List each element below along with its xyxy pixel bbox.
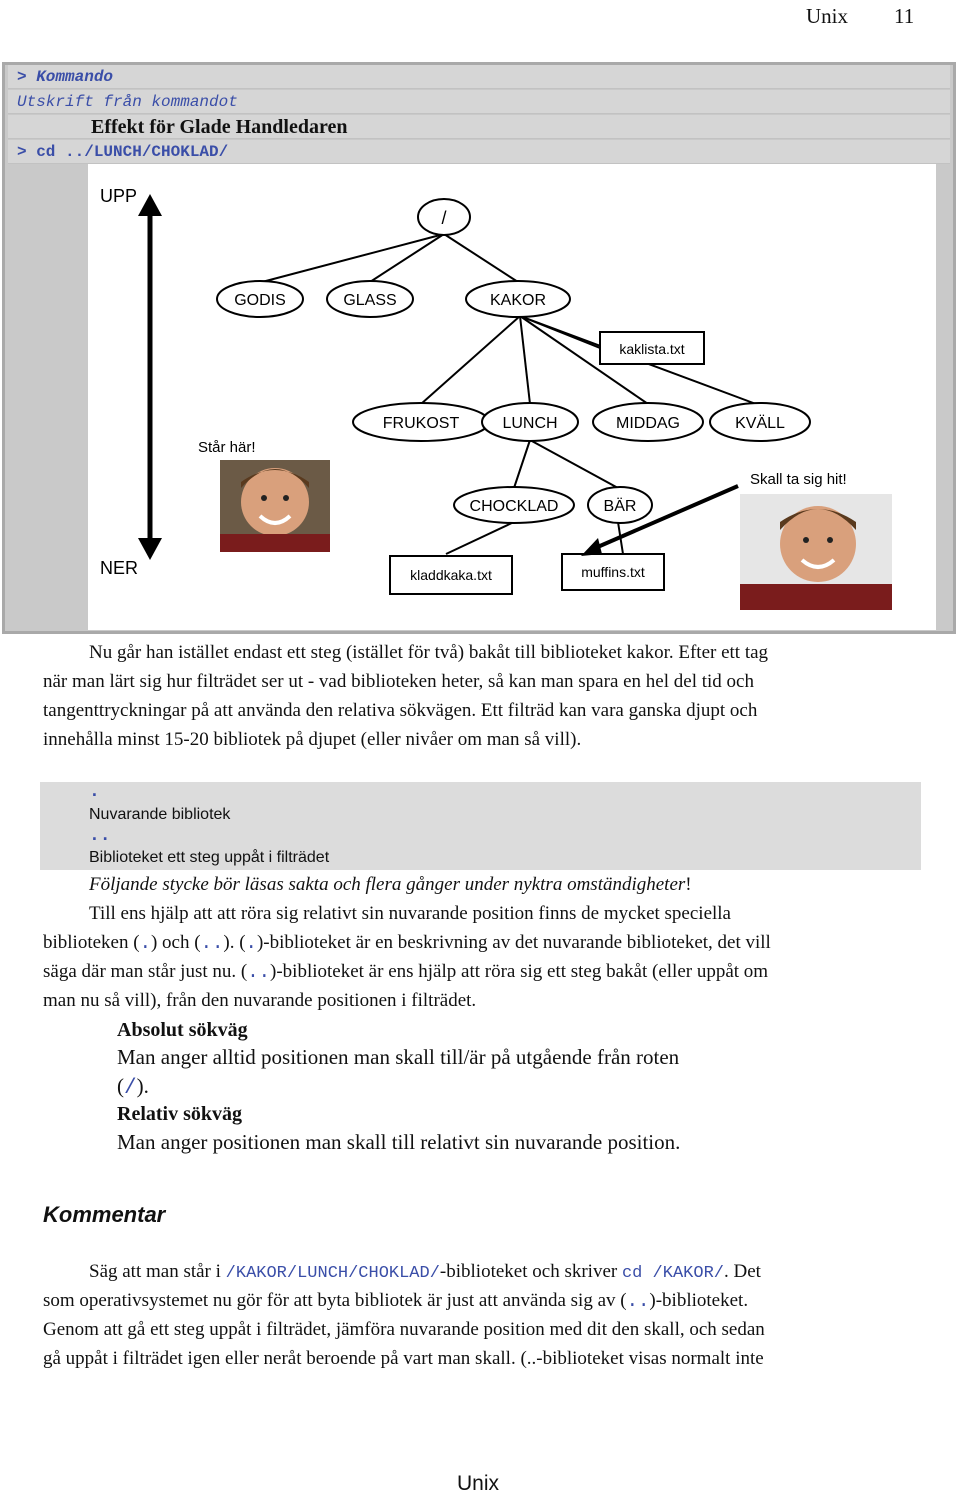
page-number: 11 <box>894 4 915 28</box>
node-middag-label: MIDDAG <box>616 415 680 432</box>
paragraph-line: som operativsystemet nu gör för att byta bibliotek är just att använda sig av (..)-biblioteket. <box>43 1290 749 1312</box>
dot-symbol: . <box>89 782 100 802</box>
node-godis-label: GODIS <box>234 292 286 309</box>
output-label: Utskrift från kommandot <box>17 93 238 111</box>
node-frukost-label: FRUKOST <box>382 415 460 432</box>
terminal-row <box>8 65 950 89</box>
up-down-arrow <box>138 194 162 560</box>
node-chocklad-label: CHOCKLAD <box>469 498 559 515</box>
paragraph-line: tangenttryckningar på att använda den relativa sökvägen. Ett filträd kan vara ganska djupt och <box>43 700 758 721</box>
paragraph-line: Genom att gå ett steg uppåt i filträdet, jämföra nuvarande position med dit den skall, och sedan <box>43 1319 765 1340</box>
target-label: Skall ta sig hit! <box>750 471 847 488</box>
file-muffins-label: muffins.txt <box>581 564 645 580</box>
command-line: > cd ../LUNCH/CHOKLAD/ <box>17 143 229 161</box>
down-label: NER <box>100 558 139 578</box>
portrait-target <box>740 494 892 610</box>
absolute-path-desc: (/). <box>117 1074 149 1100</box>
file-kladdkaka-label: kladdkaka.txt <box>410 567 492 583</box>
paragraph-line: innehålla minst 15-20 bibliotek på djupet (eller nivåer om man så vill). <box>43 729 582 750</box>
absolute-path-desc: Man anger alltid positionen man skall till/är på utgående från roten <box>117 1045 680 1069</box>
relative-path-term: Relativ sökväg <box>117 1103 242 1125</box>
relative-path-desc: Man anger positionen man skall till relativt sin nuvarande position. <box>117 1130 681 1154</box>
node-lunch-label: LUNCH <box>502 415 558 432</box>
paragraph-line: Säg att man står i /KAKOR/LUNCH/CHOKLAD/-biblioteket och skriver cd /KAKOR/. Det <box>89 1261 761 1283</box>
paragraph-line: när man lärt sig hur filträdet ser ut - vad biblioteken heter, så kan man spara en hel del tid och <box>43 671 754 692</box>
node-bar-label: BÄR <box>603 498 637 515</box>
portrait-here <box>220 460 330 552</box>
header-title: Unix <box>806 4 848 28</box>
root-label: / <box>441 208 447 228</box>
dot-description: Nuvarande bibliotek <box>89 806 231 823</box>
dotdot-symbol: .. <box>89 826 111 846</box>
italic-note: Följande stycke bör läsas sakta och flera gånger under nyktra omständigheter! <box>89 874 692 895</box>
file-tree-diagram <box>88 164 936 630</box>
node-glass-label: GLASS <box>343 292 397 309</box>
paragraph-line: gå uppåt i filträdet igen eller neråt beroende på vart man skall. (..-biblioteket visas normalt inte <box>43 1348 764 1369</box>
command-label: > Kommando <box>17 68 114 86</box>
effect-label: Effekt för Glade Handledaren <box>91 116 348 138</box>
paragraph-line: biblioteken (.) och (..). (.)-biblioteket är en beskrivning av det nuvarande biblioteket, det vill <box>43 932 771 954</box>
node-kvall-label: KVÄLL <box>735 415 785 432</box>
paragraph-line: man nu så vill), från den nuvarande positionen i filträdet. <box>43 990 477 1011</box>
node-kakor-label: KAKOR <box>489 292 547 309</box>
file-kaklista-label: kaklista.txt <box>619 341 685 357</box>
dotdot-description: Biblioteket ett steg uppåt i filträdet <box>89 849 330 866</box>
paragraph-line: Nu går han istället endast ett steg (istället för två) bakåt till biblioteket kakor. Efter ett tag <box>89 642 769 663</box>
absolute-path-term: Absolut sökväg <box>117 1019 248 1041</box>
comment-heading: Kommentar <box>43 1202 166 1227</box>
paragraph-line: säga där man står just nu. (..)-biblioteket är ens hjälp att röra sig ett steg bakåt (eller uppåt om <box>43 961 769 983</box>
footer-label: Unix <box>457 1472 500 1495</box>
up-label: UPP <box>100 186 138 206</box>
here-label: Står här! <box>198 439 256 456</box>
paragraph-line: Till ens hjälp att att röra sig relativt sin nuvarande position finns de mycket speciella <box>89 903 731 924</box>
directory-block <box>40 782 921 870</box>
